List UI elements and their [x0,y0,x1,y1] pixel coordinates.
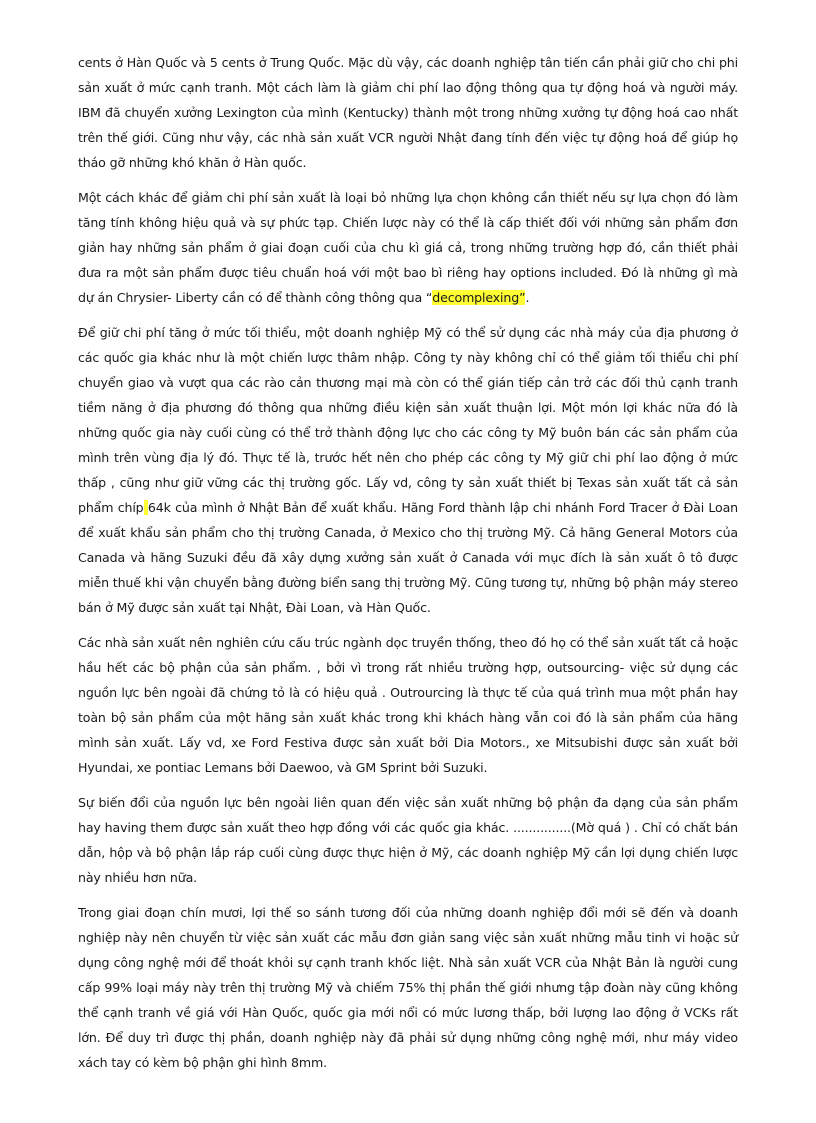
paragraph-6: Trong giai đoạn chín mươi, lợi thế so sánh tương đối của những doanh nghiệp đổi mới sẽ đến và doanh nghiệp này nên chuyển từ việc sản xuất các mẫu đơn giản sang việc sản xuất những mẫu tinh vi hoặc sử dụng công nghệ mới để thoát khỏi sự cạnh tranh khốc liệt. Nhà sản xuất VCR của Nhật Bản là người cung cấp 99% loại máy này trên thị trường Mỹ và chiếm 75% thị phần thế giới nhưng tập đoàn này cũng không thể cạnh tranh về giá với Hàn Quốc, quốc gia mới nổi có mức lương thấp, bởi lượng lao động ở VCKs rất lớn. Để duy trì được thị phần, doanh nghiệp này đã phải sử dụng những công nghệ mới, như máy video xách tay có kèm bộ phận ghi hình 8mm. [78,905,738,1070]
paragraph-2-end: . [525,290,530,305]
paragraph-2-text: Một cách khác để giảm chi phí sản xuất là loại bỏ những lựa chọn không cần thiết nếu sự lựa chọn đó làm tăng tính không hiệu quả và sự phức tạp. Chiến lược này có thể là cấp thiết đối với những sản phẩm đơn giản hay những sản phẩm ở giai đoạn cuối của chu kì giá cả, trong những trường hợp đó, cần thiết phải đưa ra một sản phẩm được tiêu chuẩn hoá với một bao bì riêng hay options included. Đó là những gì mà dự án Chrysier- Liberty cần có để thành công thông qua “ [78,190,738,305]
paragraph-3-text: Để giữ chi phí tăng ở mức tối thiểu, một doanh nghiệp Mỹ có thể sử dụng các nhà máy của địa phương ở các quốc gia khác như là một chiến lược thâm nhập. Công ty này không chỉ có thể giảm tối thiểu chi phí chuyển giao và vượt qua các rào cản thương mại mà còn có thể gián tiếp cản trở các đối thủ cạnh tranh tiềm năng ở địa phương đó thông qua những điều kiện sản xuất thuận lợi. Một món lợi khác nữa đó là những quốc gia này cuối cùng có thể trở thành động lực cho các công ty Mỹ buôn bán các sản phẩm của mình trên vùng địa lý đó. Thực tế là, trước hết nên cho phép các công ty Mỹ giữ chi phí lao động ở mức thấp , cũng như giữ vững các thị trường gốc. Lấy vd, công ty sản xuất thiết bị Texas sản xuất tất cả sản phẩm chíp [78,325,738,515]
paragraph-3-end: 64k của mình ở Nhật Bản để xuất khẩu. Hãng Ford thành lập chi nhánh Ford Tracer ở Đài Loan để xuất khẩu sản phẩm cho thị trường Canada, ở Mexico cho thị trường Mỹ. Cả hãng General Motors của Canada và hãng Suzuki đều đã xây dựng xưởng sản xuất ở Canada với mục đích là sản xuất ô tô được miễn thuế khi vận chuyển bằng đường biển sang thị trường Mỹ. Cũng tương tự, những bộ phận máy stereo bán ở Mỹ được sản xuất tại Nhật, Đài Loan, và Hàn Quốc. [78,500,738,615]
paragraph-5: Sự biến đổi của nguồn lực bên ngoài liên quan đến việc sản xuất những bộ phận đa dạng của sản phẩm hay having them được sản xuất theo hợp đồng với các quốc gia khác. ...............(Mờ quá ) . Chỉ có chất bán dẫn, hộp và bộ phận lắp ráp cuối cùng được thực hiện ở Mỹ, các doanh nghiệp Mỹ cần lợi dụng chiến lược này nhiều hơn nữa. [78,795,738,885]
document-page [78,50,738,1085]
paragraph-4: Các nhà sản xuất nên nghiên cứu cấu trúc ngành dọc truyền thống, theo đó họ có thể sản xuất tất cả hoặc hầu hết các bộ phận của sản phẩm. , bởi vì trong rất nhiều trường hợp, outsourcing- việc sử dụng các nguồn lực bên ngoài đã chứng tỏ là có hiệu quả . Outrourcing là thực tế của quá trình mua một phần hay toàn bộ sản phẩm của một hãng sản xuất khác trong khi khách hàng vẫn coi đó là sản phẩm của hãng mình sản xuất. Lấy vd, xe Ford Festiva được sản xuất bởi Dia Motors., xe Mitsubishi được sản xuất bởi Hyundai, xe pontiac Lemans bởi Daewoo, và GM Sprint bởi Suzuki. [78,635,738,775]
paragraph-1: cents ở Hàn Quốc và 5 cents ở Trung Quốc. Mặc dù vậy, các doanh nghiệp tân tiến cần phải giữ cho chi phi sản xuất ở mức cạnh tranh. Một cách làm là giảm chi phí lao động thông qua tự động hoá và người máy. IBM đã chuyển xưởng Lexington của mình (Kentucky) thành một trong những xưởng tự động hoá cao nhất trên thế giới. Cũng như vậy, các nhà sản xuất VCR người Nhật đang tính đến việc tự động hoá để giúp họ tháo gỡ những khó khăn ở Hàn quốc. [78,55,738,170]
highlighted-term: decomplexing” [432,290,526,305]
paragraph-3 [78,320,738,620]
paragraph-2 [78,185,738,310]
